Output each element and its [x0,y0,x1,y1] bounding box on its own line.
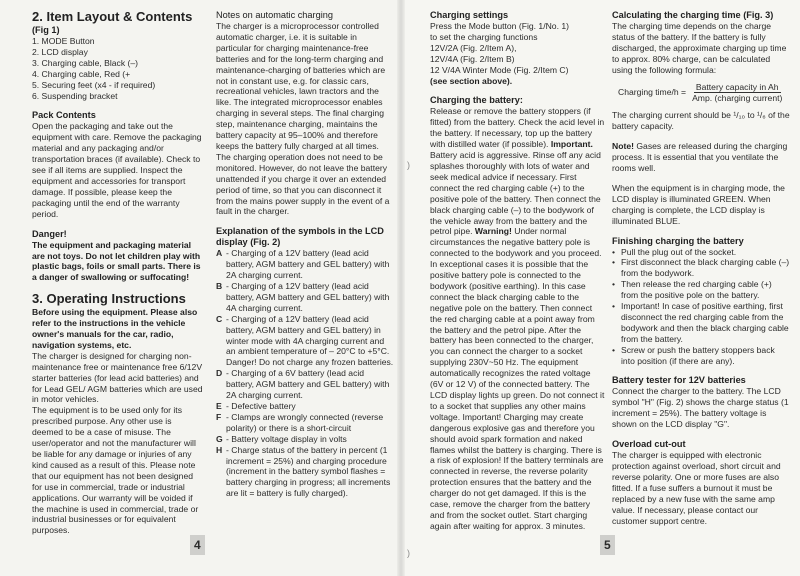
list-item: • Important! In case of positive earthing, first disconnect the red charging cable from the bodywork and then the black charging cable from the battery. [612,301,789,344]
list-item: • Then release the red charging cable (+) from the positive pole on the battery. [612,279,772,301]
symbol-item: A - Charging of a 12V battery (lead acid battery, AGM battery and GEL battery) with 2A charging current. [216,248,390,281]
calc-text: The charging time depends on the charge status of the battery. If the battery is fully discharged, the approximate charging up time to approx. 80% charge, can be calculated using the following formula: [612,21,787,75]
settings-line: to set the charging functions [430,31,538,42]
section-3-text-2: The equipment is to be used only for its prescribed purpose. Any other use is deemed to be a case of misuse. The user/operator and not the manufacturer will be liable for any damage or injuries of any kind caused as a result of this. Please note that our equipment has not been designed for use in commercial, trade or industrial applications. Our warranty will be voided if the machine is used in commercial, trade or industrial businesses or for equivalent purposes. [32,405,199,536]
list-item: 6. Suspending bracket [32,90,118,101]
section-3-intro: Before using the equipment. Please also refer to the instructions in the vehicle owner's manuals for the car, radio, navigation systems, etc. [32,307,198,350]
charging-p3: Under normal circumstances the negative battery pole is connected to the bodywork and you proceed. In exceptional cases it is possible that the positive battery pole is connected to the bodywork (positive earthing). In this case connect the black charging cable to the negative pole on the battery. Then connect the red charging cable at a point away from the battery and the petrol pipe. After the battery has been connected to the charger, you can connect the charger to a socket supplying 230V~50 Hz. The equipment automatically recognizes the rated voltage (6V or 12 V) of the connected battery. The LCD display lights up green. Do not connect it to a socket that supplies any other mains voltage. Important! Charging may create dangerous explosive gas and therefore you should avoid spark formation and naked flames whilst the battery is charging. There is a risk of explosion! If the battery terminals are connected in reverse, the reverse polarity protection ensures that the battery and the charger do not get damaged. If this is the case, remove the charger from the battery and from the socket outlet. Start charging again after waiting for approx. 3 minutes. [430,226,605,531]
formula-left: Charging time/h = [618,87,687,98]
section-3-title: 3. Operating Instructions [32,291,186,307]
symbol-item: B - Charging of a 12V battery (lead acid battery, AGM battery and GEL battery) with 4A charging current. [216,281,390,313]
charging-formula [618,82,790,105]
column-4 [612,10,790,526]
finishing-title: Finishing charging the battery [612,235,744,246]
list-item: • Pull the plug out of the socket. [612,246,737,257]
symbols-title: Explanation of the symbols in the LCD display (Fig. 2) [216,226,384,248]
settings-line: Press the Mode button (Fig. 1/No. 1) [430,21,569,31]
page-number-5: 5 [600,535,615,555]
list-item: • Screw or push the battery stoppers back into position (if there are any). [612,344,775,366]
column-2 [216,10,394,499]
warning-label: Warning! [474,226,512,237]
section-2-fig: (Fig 1) [32,25,60,35]
section-3-text: The charger is designed for charging non-maintenance free or maintenance free 6/12V starter batteries (for lead acid batteries) and for Lead GEL/ AGM batteries which are used in motor vehicles. [32,350,203,405]
mode-text: When the equipment is in charging mode, the LCD display is illuminated GREEN. When charging is complete, the LCD display is illuminated BLUE. [612,182,785,226]
charging-p2: Battery acid is aggressive. Rinse off any acid splashes thoroughly with lots of water and seek medical advice if necessary. First connect the red charging cable (+) to the positive pole of the battery. Then connect the black charging cable (–) to the bodywork of the vehicle away from the battery and the petrol pipe. [430,150,601,237]
overload-text: The charger is equipped with electronic protection against overload, short circuit and reverse polarity. One or more fuses are also fitted. If a fuse suffers a burnout it must be replaced by a new fuse with the same amp value. If necessary, please contact our customer support centre. [612,450,781,526]
section-2-title: 2. Item Layout & Contents [32,9,193,24]
pack-contents-title: Pack Contents [32,110,96,121]
charging-battery-title: Charging the battery: [430,95,523,106]
formula-numerator: Battery capacity in Ah [695,81,779,92]
note-label: Note! [612,141,634,152]
charging-text [430,106,606,531]
list-item: • First disconnect the black charging cable (–) from the bodywork. [612,257,790,279]
symbol-item: D - Charging of a 6V battery (lead acid battery, AGM battery and GEL battery) with 2A charging current. [216,368,390,401]
column-3 [430,10,606,532]
settings-line: 12V/4A (Fig. 2/Item B) [430,53,515,64]
list-item: 1. MODE Button [32,36,95,46]
danger-text: The equipment and packaging material are not toys. Do not let children play with plastic bags, foils or small parts. There is a danger of swallowing or suffocating! [32,239,201,283]
binding-mark: ) [407,160,410,170]
formula-denominator: Amp. (charging current) [692,93,783,104]
finishing-list [612,247,790,367]
list-item: 5. Securing feet (x4 - if required) [32,79,156,90]
important-label: Important. [550,139,593,150]
symbol-list [216,248,394,499]
list-item: 2. LCD display [32,46,88,57]
calc-after: The charging current should be ¹/₁₀ to ¹/₆ of the battery capacity. [612,110,790,132]
symbol-item: C - Charging of a 12V battery (lead acid battery, AGM battery and GEL battery) in winter mode with 4A charging current and an ambient temperature of – 20°C to +5°C. Danger! Do not charge any frozen batteries. [216,313,394,368]
page-number-4: 4 [190,535,205,555]
auto-charging-text: The charger is a microprocessor controlled automatic charger, i.e. it is suitable in particular for charging maintenance-free batteries and for the long-term charging and maintenance-charging of batteries which are not in constant use, e.g. for classic cars, recreational vehicles, lawn tractors and the like. The integrated microprocessor enables charging in several steps. The final charging step, maintenance charging, maintains the battery capacity at 95–100% and therefore keeps the battery fully charged at all times. The charging operation does not need to be monitored. However, do not leave the battery unattended if you charge it over an extended period of time, so that you can disconnect it from the mains power supply in the event of a fault in the charger. [216,21,390,217]
danger-title: Danger! [32,228,67,239]
tester-title: Battery tester for 12V batteries [612,375,746,386]
settings-line: 12 V/4A Winter Mode (Fig. 2/Item C) [430,64,569,75]
charging-p1: Release or remove the battery stoppers (if fitted) from the battery. Check the acid level in the battery. If necessary, top up the battery with distilled water (if possible). [430,106,605,150]
note-body: Gases are released during the charging process. It is essential that you ventilate the rooms well. [612,141,788,173]
list-item: 4. Charging cable, Red (+ [32,68,131,79]
binding-mark: ) [407,548,410,558]
symbol-item: G - Battery voltage display in volts [216,433,347,444]
overload-title: Overload cut-out [612,439,686,450]
pack-contents-text: Open the packaging and take out the equipment with care. Remove the packaging material and any packaging and/or transportation braces (if available). Check to see if all items are supplied. Inspect the equipment and accessories for transport damage. If possible, please keep the packaging until the end of the warranty period. [32,121,202,219]
list-item: 3. Charging cable, Black (–) [32,57,139,68]
note-text [612,141,790,174]
tester-text: Connect the charger to the battery. The LCD symbol "H" (Fig. 2) shows the charge status (1 increment = 25%). The battery voltage is shown on the LCD display "G". [612,386,789,430]
settings-line: 12V/2A (Fig. 2/Item A), [430,42,517,53]
calc-title: Calculating the charging time (Fig. 3) [612,10,774,20]
item-list [32,36,204,101]
column-1 [32,10,204,536]
symbol-item: E - Defective battery [216,401,296,411]
symbol-item: H - Charge status of the battery in percent (1 increment = 25%) and charging procedure (increment in the battery symbol flashes = battery charging in progress; all increments are lit = battery is fully charged). [216,444,391,499]
charging-settings-title: Charging settings [430,10,509,20]
auto-charging-title: Notes on automatic charging [216,10,333,20]
page-gutter [397,0,405,576]
formula-fraction [690,82,784,105]
symbol-item: F - Clamps are wrongly connected (reverse polarity) or there is a short-circuit [216,411,384,433]
settings-line: (see section above). [430,75,513,86]
